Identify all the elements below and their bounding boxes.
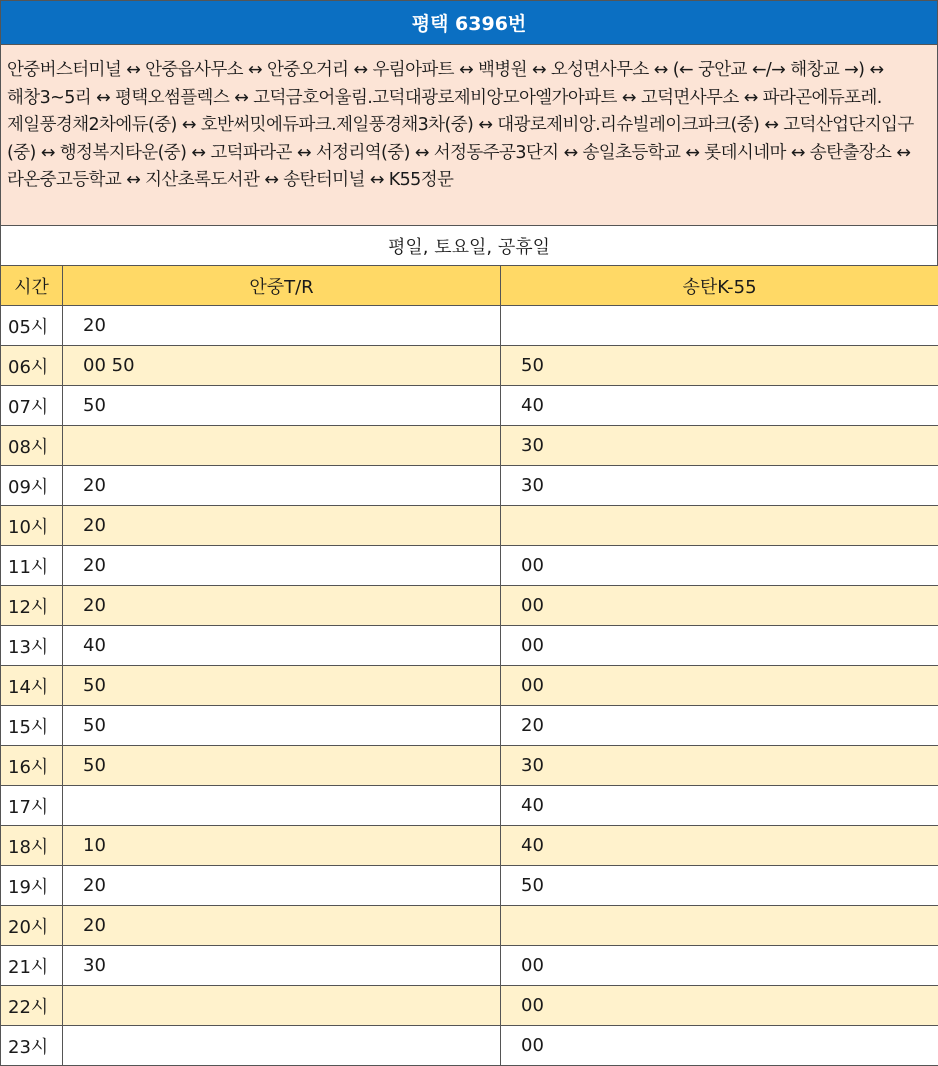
timetable <box>0 265 938 1066</box>
table-row <box>1 626 938 666</box>
songtan-departure-cell: 20 <box>501 706 938 746</box>
table-row <box>1 346 938 386</box>
anjung-departure-cell: 00 50 <box>63 346 501 386</box>
table-row <box>1 746 938 786</box>
hour-cell: 05시 <box>1 306 63 346</box>
table-row <box>1 546 938 586</box>
anjung-departure-cell: 50 <box>63 386 501 426</box>
table-row <box>1 386 938 426</box>
anjung-departure-cell: 20 <box>63 506 501 546</box>
table-row <box>1 666 938 706</box>
hour-cell: 23시 <box>1 1026 63 1066</box>
songtan-departure-cell: 30 <box>501 426 938 466</box>
anjung-departure-cell: 20 <box>63 546 501 586</box>
songtan-departure-cell <box>501 506 938 546</box>
songtan-departure-cell: 30 <box>501 466 938 506</box>
anjung-departure-cell <box>63 1026 501 1066</box>
anjung-departure-cell <box>63 786 501 826</box>
table-row <box>1 306 938 346</box>
songtan-departure-cell <box>501 306 938 346</box>
songtan-departure-cell <box>501 906 938 946</box>
hour-cell: 22시 <box>1 986 63 1026</box>
hour-cell: 18시 <box>1 826 63 866</box>
songtan-departure-cell: 50 <box>501 346 938 386</box>
hour-cell: 09시 <box>1 466 63 506</box>
table-row <box>1 1026 938 1066</box>
anjung-departure-cell: 40 <box>63 626 501 666</box>
table-row <box>1 706 938 746</box>
timetable-header-row <box>1 266 938 306</box>
hour-cell: 14시 <box>1 666 63 706</box>
hour-cell: 06시 <box>1 346 63 386</box>
anjung-departure-cell: 20 <box>63 586 501 626</box>
column-header-songtan: 송탄K-55 <box>501 266 938 306</box>
anjung-departure-cell <box>63 426 501 466</box>
anjung-departure-cell: 20 <box>63 306 501 346</box>
hour-cell: 12시 <box>1 586 63 626</box>
songtan-departure-cell: 40 <box>501 786 938 826</box>
songtan-departure-cell: 00 <box>501 546 938 586</box>
route-description: 안중버스터미널 ↔ 안중읍사무소 ↔ 안중오거리 ↔ 우림아파트 ↔ 백병원 ↔ 오성면사무소 ↔ (← 궁안교 ←/→ 해창교 →) ↔ 해창3~5리 ↔ 평택오썸플렉스 ↔ 고덕금호어울림.고덕대광로제비앙모아엘가아파트 ↔ 고덕면사무소 ↔ 파라곤에듀포레.제일풍경채2차에듀(중) ↔ 호반써밋에듀파크.제일풍경채3차(중) ↔ 대광로제비앙.리슈빌레이크파크(중) ↔ 고덕산업단지입구(중) ↔ 행정복지타운(중) ↔ 고덕파라곤 ↔ 서정리역(중) ↔ 서정동주공3단지 ↔ 송일초등학교 ↔ 롯데시네마 ↔ 송탄출장소 ↔ 라온중고등학교 ↔ 지산초록도서관 ↔ 송탄터미널 ↔ K55정문 <box>0 45 938 226</box>
table-row <box>1 866 938 906</box>
table-row <box>1 946 938 986</box>
table-row <box>1 426 938 466</box>
songtan-departure-cell: 00 <box>501 626 938 666</box>
hour-cell: 10시 <box>1 506 63 546</box>
hour-cell: 15시 <box>1 706 63 746</box>
table-row <box>1 986 938 1026</box>
table-row <box>1 826 938 866</box>
anjung-departure-cell: 30 <box>63 946 501 986</box>
table-row <box>1 906 938 946</box>
column-header-hour: 시간 <box>1 266 63 306</box>
hour-cell: 07시 <box>1 386 63 426</box>
hour-cell: 20시 <box>1 906 63 946</box>
songtan-departure-cell: 00 <box>501 586 938 626</box>
column-header-anjung: 안중T/R <box>63 266 501 306</box>
hour-cell: 11시 <box>1 546 63 586</box>
hour-cell: 21시 <box>1 946 63 986</box>
day-type-label: 평일, 토요일, 공휴일 <box>0 226 938 266</box>
songtan-departure-cell: 00 <box>501 666 938 706</box>
anjung-departure-cell: 20 <box>63 906 501 946</box>
table-row <box>1 466 938 506</box>
songtan-departure-cell: 50 <box>501 866 938 906</box>
table-row <box>1 506 938 546</box>
anjung-departure-cell: 50 <box>63 706 501 746</box>
songtan-departure-cell: 00 <box>501 946 938 986</box>
table-row <box>1 586 938 626</box>
page-title: 평택 6396번 <box>0 0 938 45</box>
hour-cell: 08시 <box>1 426 63 466</box>
songtan-departure-cell: 30 <box>501 746 938 786</box>
anjung-departure-cell: 50 <box>63 666 501 706</box>
songtan-departure-cell: 40 <box>501 826 938 866</box>
table-row <box>1 786 938 826</box>
anjung-departure-cell: 50 <box>63 746 501 786</box>
anjung-departure-cell: 10 <box>63 826 501 866</box>
anjung-departure-cell: 20 <box>63 466 501 506</box>
songtan-departure-cell: 00 <box>501 1026 938 1066</box>
hour-cell: 16시 <box>1 746 63 786</box>
anjung-departure-cell: 20 <box>63 866 501 906</box>
hour-cell: 13시 <box>1 626 63 666</box>
songtan-departure-cell: 40 <box>501 386 938 426</box>
hour-cell: 17시 <box>1 786 63 826</box>
songtan-departure-cell: 00 <box>501 986 938 1026</box>
hour-cell: 19시 <box>1 866 63 906</box>
anjung-departure-cell <box>63 986 501 1026</box>
